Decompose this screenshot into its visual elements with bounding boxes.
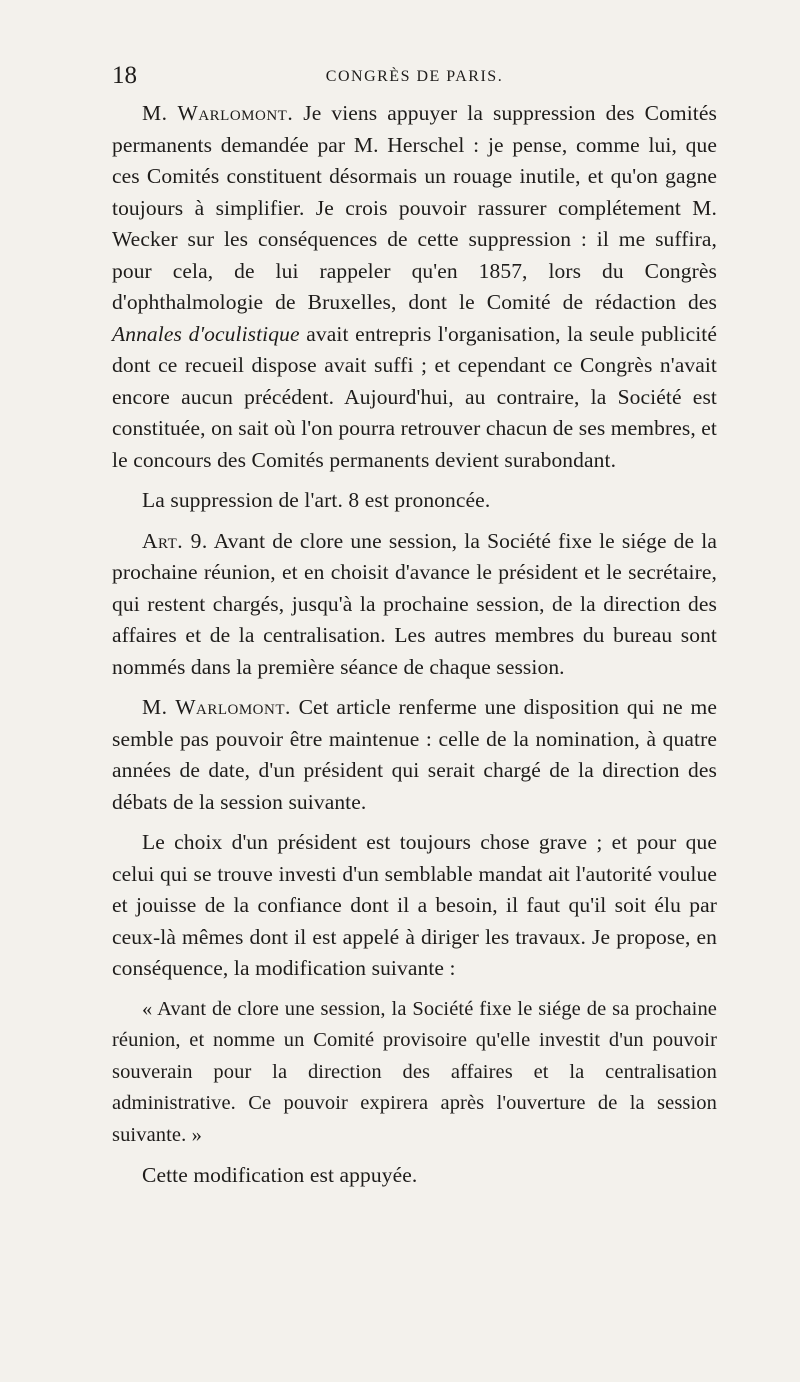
paragraph-seconded xyxy=(112,1160,717,1192)
running-title: CONGRÈS DE PARIS. xyxy=(325,68,504,85)
body-text xyxy=(112,98,717,1192)
paragraph-president-choice xyxy=(112,827,717,985)
paragraph-warlomont-1 xyxy=(112,98,717,476)
paragraph-text: Je viens appuyer la suppression des Comités permanents demandée par M. Herschel : je pense, comme lui, que ces Comités constituent désormais un rouage inutile, et qu'on gagne toujours à simplifier. Je crois pouvoir rassurer complétement M. Wecker sur les conséquences de cette suppression : il me suffira, pour cela, de lui rappeler qu'en 1857, lors du Congrès d'ophthalmologie de Bruxelles, dont le Comité de rédaction des xyxy=(112,101,717,314)
speaker-name: M. Warlomont. xyxy=(142,101,294,125)
journal-title: Annales d'oculistique xyxy=(112,321,300,346)
paragraph-text: avait entrepris l'organisation, la seule publicité dont ce recueil dispose avait suffi ; et cependant ce Congrès n'avait encore aucun précédent. Aujourd'hui, au contraire, la Société est constituée, on sait où l'on pourra retrouver chacun de ses membres, et le concours des Comités permanents devient surabondant. xyxy=(112,321,718,472)
paragraph-text: « Avant de clore une session, la Société fixe le siége de sa prochaine réunion, et nomme un Comité provisoire qu'elle investit d'un pouvoir souverain pour la direction des affaires et la centralisation administrative. Ce pouvoir expirera après l'ouverture de la session suivante. » xyxy=(112,997,717,1146)
page-header xyxy=(112,62,717,92)
paragraph-text: La suppression de l'art. 8 est prononcée. xyxy=(142,488,491,512)
speaker-name: M. Warlomont. xyxy=(142,695,291,719)
paragraph-article-9 xyxy=(112,526,717,684)
paragraph-warlomont-2 xyxy=(112,692,717,818)
paragraph-text: Cette modification est appuyée. xyxy=(142,1163,418,1187)
paragraph-decision xyxy=(112,485,717,517)
paragraph-proposed-text xyxy=(112,994,717,1152)
paragraph-text: Le choix d'un président est toujours chose grave ; et pour que celui qui se trouve investi d'un semblable mandat ait l'autorité voulue et jouisse de la confiance dont il a besoin, il faut qu'il soit élu par ceux-là mêmes dont il est appelé à diriger les travaux. Je propose, en conséquence, la modification suivante : xyxy=(112,830,717,980)
paragraph-text: Avant de clore une session, la Société fixe le siége de la prochaine réunion, et en choisit d'avance le président et le secrétaire, qui restent chargés, jusqu'à la prochaine session, de la direction des affaires et de la centralisation. Les autres membres du bureau sont nommés dans la première séance de chaque session. xyxy=(112,528,717,679)
article-label: Art. 9. xyxy=(142,528,208,553)
paragraph-text: Cet article renferme une disposition qui ne me semble pas pouvoir être maintenue : celle de la nomination, à quatre années de date, d'un président qui serait chargé de la direction des débats de la session suivante. xyxy=(112,695,717,814)
page-number: 18 xyxy=(112,62,137,89)
